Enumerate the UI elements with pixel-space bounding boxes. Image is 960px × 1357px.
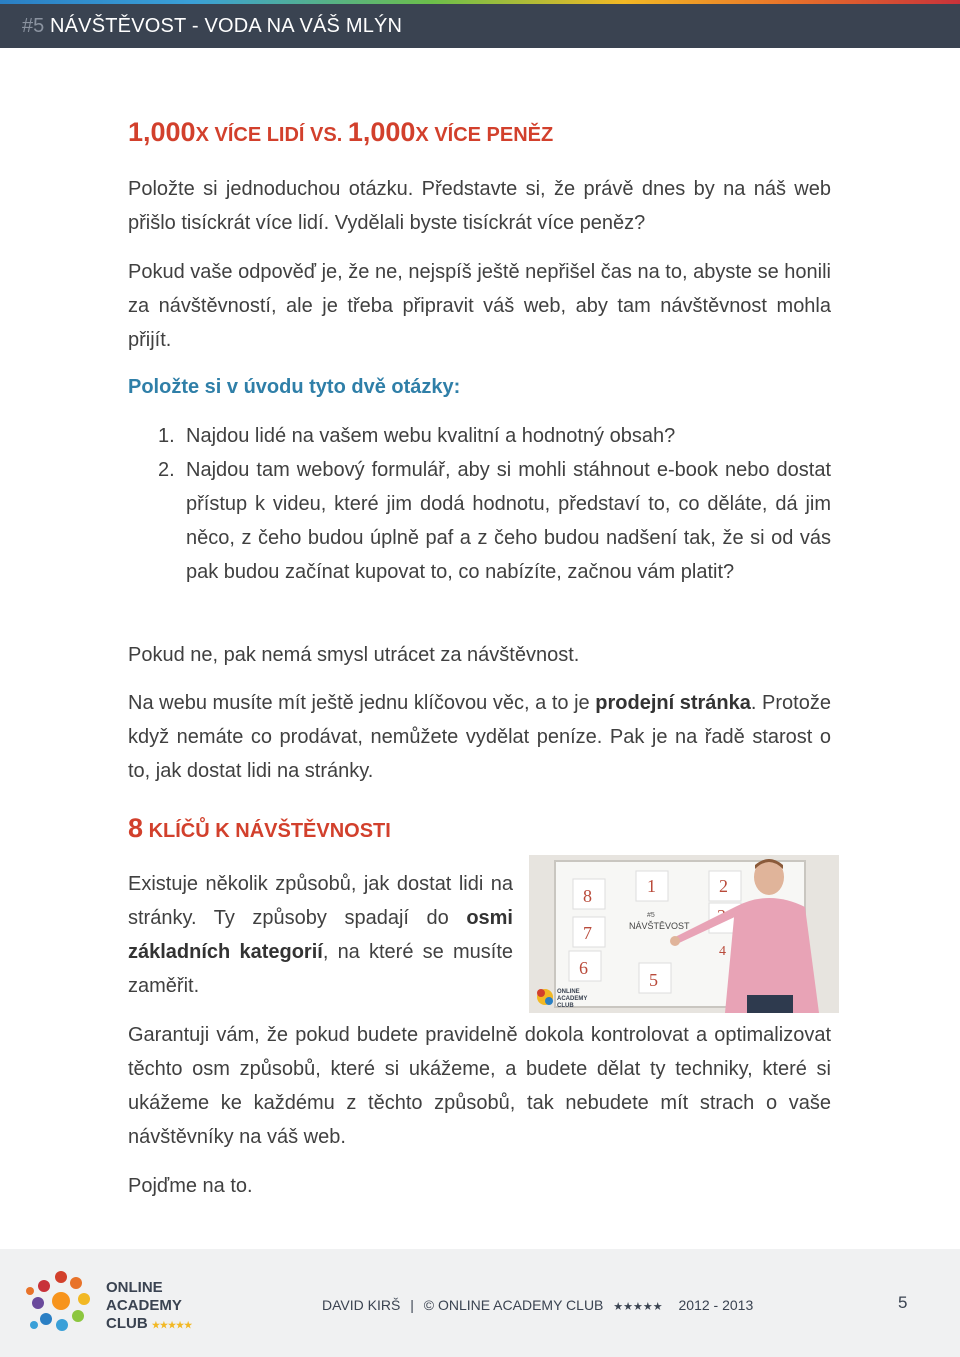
paragraph-no-sense: Pokud ne, pak nemá smysl utrácet za návštěvnost. <box>128 644 580 666</box>
photo-logo-text: CLUB <box>557 1003 574 1009</box>
heading-part: 1,000 <box>347 117 416 147</box>
question-list <box>128 419 831 589</box>
section-heading-8-keys <box>128 813 391 844</box>
board-number: 8 <box>583 886 592 906</box>
paragraph-guarantee: Garantuji vám, že pokud budete pravidelně dokola kontrolovat a optimalizovat těchto osm způsobů, které si ukážeme, a budete dělat ty techniky, které si ukážeme ke každému z těchto způsobů, tak nebudete mít strach o vaše návštěvníky na váš web. <box>128 1024 831 1148</box>
heading-part: 1,000 <box>128 117 196 147</box>
footer-credits <box>322 1297 753 1313</box>
logo-line: ONLINE <box>106 1279 163 1296</box>
board-number: 2 <box>719 876 728 896</box>
photo-logo-text: ACADEMY <box>557 996 588 1002</box>
footer-logo-text <box>106 1279 192 1334</box>
board-number: 1 <box>647 876 656 896</box>
online-academy-club-logo-icon <box>24 1269 98 1339</box>
logo-stars: ★★★★★ <box>151 1320 193 1330</box>
heading-part: X VÍCE PENĚZ <box>415 124 554 146</box>
paragraph-intro <box>128 867 513 1003</box>
separator: | <box>410 1297 414 1313</box>
board-number: 4 <box>719 944 726 959</box>
board-number: 6 <box>579 958 588 978</box>
text-run: . Protože když nemáte co prodávat, nemůžete vydělat peníze. Pak je na řadě starost o to, jak dostat lidi na stránky. <box>128 692 831 782</box>
text-run: , na které se musíte zaměřit. <box>128 941 513 997</box>
heading-part: 8 <box>128 813 144 843</box>
copyright-text: © ONLINE ACADEMY CLUB <box>423 1297 604 1313</box>
heading-part: KLÍČŮ K NÁVŠTĚVNOSTI <box>143 820 391 842</box>
whiteboard-illustration <box>529 855 839 1013</box>
bold-text: prodejní stránka <box>595 692 751 714</box>
list-text: Najdou lidé na vašem webu kvalitní a hodnotný obsah? <box>186 425 676 447</box>
heading-part: X VÍCE LIDÍ VS. <box>195 124 348 146</box>
video-still-image <box>529 855 839 1013</box>
board-title: NÁVŠTĚVOST <box>629 921 690 931</box>
photo-logo-text: ONLINE <box>557 989 580 995</box>
page-number: 5 <box>898 1293 908 1312</box>
years-text: 2012 - 2013 <box>678 1297 754 1313</box>
bold-text: osmi základních kategorií <box>128 907 513 963</box>
paragraph-sales-page <box>128 686 831 788</box>
chapter-title: NÁVŠTĚVOST - VODA NA VÁŠ MLÝN <box>50 15 403 37</box>
page-header <box>0 4 960 48</box>
section-heading-1000x <box>128 117 553 148</box>
board-number: 5 <box>649 970 658 990</box>
board-number: 7 <box>583 923 592 943</box>
list-text: Najdou tam webový formulář, aby si mohli stáhnout e-book nebo dostat přístup k videu, které jim dodá hodnotu, představí to, co děláte, dá jim něco, z čeho budou úplně paf a z čeho budou nadšení tak, že si od vás pak budou začínat kupovat to, co nabízíte, začnou vám platit? <box>186 459 831 583</box>
logo-line: ACADEMY <box>106 1297 182 1314</box>
list-number: 2. <box>158 459 175 481</box>
list-item <box>128 419 831 453</box>
page-footer <box>0 1249 960 1357</box>
chapter-number: #5 <box>22 15 45 37</box>
paragraph-answer: Pokud vaše odpověď je, že ne, nejspíš ještě nepřišel čas na to, abyste se honili za návštěvností, ale je třeba připravit váš web, aby tam návštěvnost mohla přijít. <box>128 261 831 351</box>
author-name: DAVID KIRŠ <box>322 1297 401 1313</box>
paragraph-question: Položte si jednoduchou otázku. Představte si, že právě dnes by na náš web přišlo tisíckrát více lidí. Vydělali byste tisíckrát více peněz? <box>128 178 831 234</box>
rating-stars: ★★★★★ <box>613 1301 663 1313</box>
logo-line: CLUB <box>106 1315 148 1332</box>
board-hash: #5 <box>647 912 655 919</box>
text-run: Na webu musíte mít ještě jednu klíčovou věc, a to je <box>128 692 596 714</box>
list-number: 1. <box>158 425 175 447</box>
subheading-questions: Položte si v úvodu tyto dvě otázky: <box>128 376 461 398</box>
text-run: Existuje několik způsobů, jak dostat lidi na stránky. Ty způsoby spadají do <box>128 873 513 929</box>
paragraph-lets-go: Pojďme na to. <box>128 1175 253 1197</box>
list-item <box>128 453 831 589</box>
